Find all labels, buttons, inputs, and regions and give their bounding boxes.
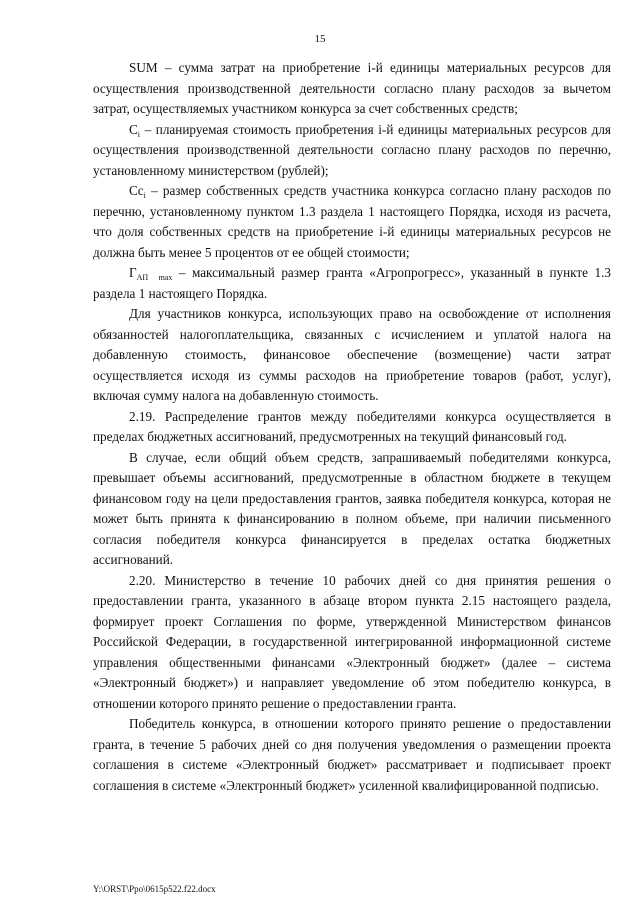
paragraph-sum-definition: SUM – сумма затрат на приобретение i-й единицы материальных ресурсов для осуществления производственной деятельности согласно плану расходов за вычетом затрат, осуществляемых участником конкурса за счет собственных средств; [93, 60, 611, 116]
symbol-c-subscript: i [137, 129, 141, 139]
paragraph-ci-definition [93, 120, 611, 182]
symbol-cc-subscript: i [143, 191, 146, 200]
paragraph-winner-signing: Победитель конкурса, в отношении которого принято решение о предоставлении гранта, в течение 5 рабочих дней со дня получения уведомления о размещении проекта соглашения в системе «Электронный бюджет» рассматривает и подписывает проект соглашения в системе «Электронный бюджет» усиленной квалифицированной подписью. [93, 716, 611, 793]
paragraph-2-20: 2.20. Министерство в течение 10 рабочих дней со дня принятия решения о предоставлении гранта, указанного в абзаце втором пункта 2.15 настоящего раздела, формирует проект Соглашения по форме, утвержденной Министерством финансов Российской Федерации, в государственной интегрированной информационной системе управления общественными финансами «Электронный бюджет» (далее – система «Электронный бюджет») и направляет уведомление об этом победителю конкурса, в отношении которого принято решение о предоставлении гранта. [93, 572, 611, 711]
paragraph-gap-definition [93, 263, 611, 304]
symbol-g: Г [129, 265, 137, 280]
file-path-footer: Y:\ORST\Ppo\0615p522.f22.docx [93, 884, 216, 894]
paragraph-vat-exemption: Для участников конкурса, использующих право на освобождение от исполнения обязанностей налогоплательщика, связанных с исчислением и уплатой налога на добавленную стоимость, финансовое обеспечение (возмещение) части затрат осуществляется исходя из суммы расходов на приобретение товаров (работ, услуг), включая сумму налога на добавленную стоимость. [93, 306, 611, 403]
document-body [93, 58, 611, 796]
paragraph-cci-text: – размер собственных средств участника конкурса согласно плану расходов по перечню, установленному пунктом 1.3 раздела 1 настоящего Порядка, исходя из расчета, что доля собственных средств на приобретение i-й единицы материальных ресурсов не должна быть менее 5 процентов от ее общей стоимости; [93, 183, 611, 260]
paragraph-cci-definition [93, 181, 611, 263]
paragraph-2-19: 2.19. Распределение грантов между победителями конкурса осуществляется в пределах бюджетных ассигнований, предусмотренных на текущий финансовый год. [93, 408, 611, 444]
page-number: 15 [314, 33, 326, 45]
symbol-c: C [129, 121, 138, 137]
symbol-g-subscript: АП max [136, 273, 173, 282]
paragraph-ci-text: – планируемая стоимость приобретения i-й единицы материальных ресурсов для осуществления производственной деятельности согласно плану расходов по перечню, установленному министерством (рублей); [93, 121, 611, 178]
symbol-cc: Cc [129, 183, 144, 198]
paragraph-insufficient-funds: В случае, если общий объем средств, запрашиваемый победителями конкурса, превышает объемы ассигнований, предусмотренные в областном бюджете в текущем финансовом году на цели предоставления грантов, заявка победителя конкурса, которая не может быть принята к финансированию в полном объеме, при наличии письменного согласия победителя конкурса финансируется в пределах остатка бюджетных ассигнований. [93, 449, 611, 567]
paragraph-gap-text: – максимальный размер гранта «Агропрогресс», указанный в пункте 1.3 раздела 1 настоящего Порядка. [93, 265, 612, 301]
